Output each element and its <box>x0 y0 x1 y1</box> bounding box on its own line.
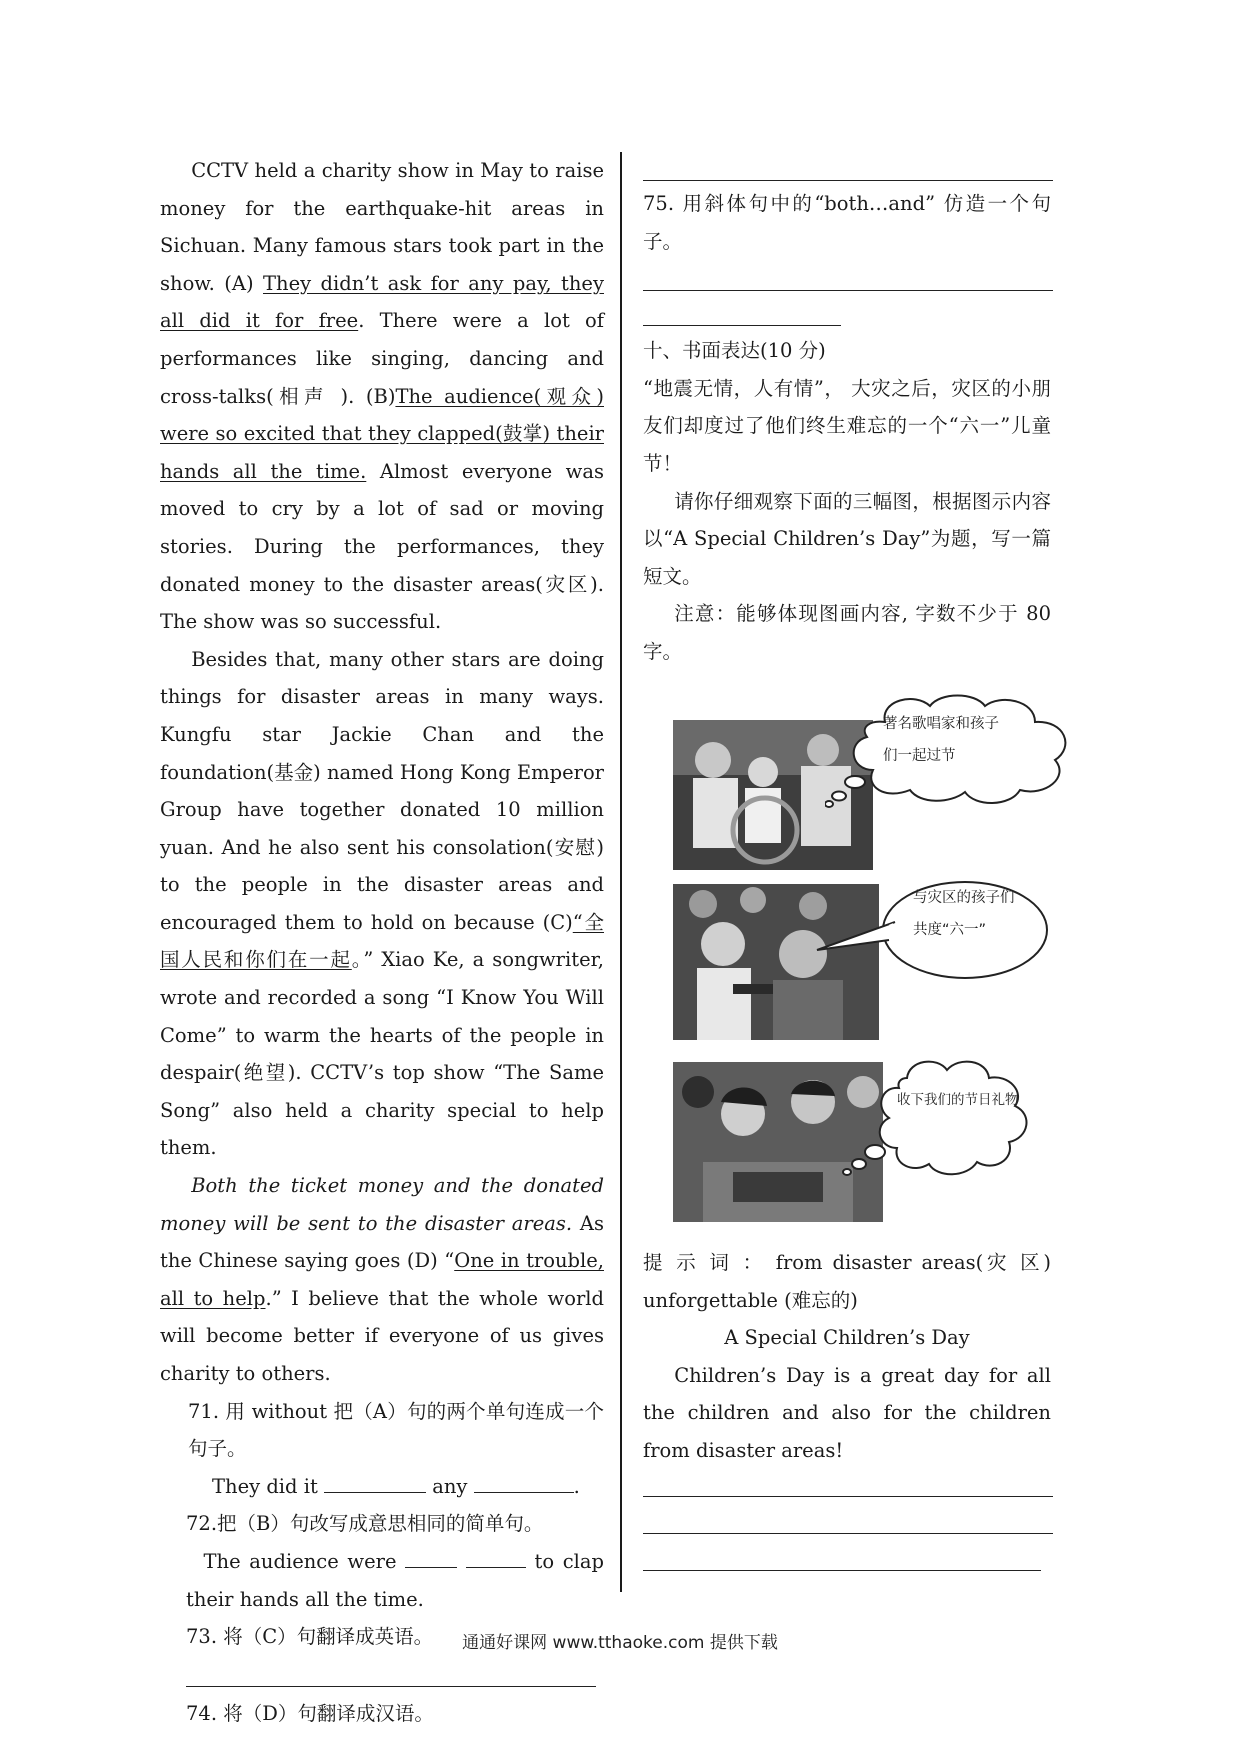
question-73-text: 73. 将（C）句翻译成英语。 <box>186 1625 434 1649</box>
footer-text: 通通好课网 www.tthaoke.com 提供下载 <box>462 1633 778 1653</box>
right-column <box>643 152 1051 671</box>
q71-middle: any <box>432 1474 468 1498</box>
q71-prefix: They did it <box>212 1474 318 1498</box>
speech-bubble-1 <box>825 692 1085 816</box>
q75-answer-line-2[interactable] <box>643 291 841 326</box>
page-footer <box>0 1628 1240 1653</box>
bubble-1-text <box>883 708 999 772</box>
essay-opening <box>643 1357 1051 1470</box>
passage-paragraph-3 <box>160 1167 604 1393</box>
question-74-text: 74. 将（D）句翻译成汉语。 <box>186 1701 434 1725</box>
q71-blank-1[interactable] <box>324 1472 426 1493</box>
sentence-d: One in trouble, all to help <box>160 1249 604 1310</box>
p1-text-c: Almost everyone was moved to cry by a lot of sad or moving stories. During the performances, they donated money to the disaster areas(灾区). The show was so successful. <box>160 459 604 634</box>
writing-note <box>643 595 1051 670</box>
bubble-3-text <box>897 1084 1019 1116</box>
section-heading <box>643 332 1051 370</box>
sentence-a: They didn’t ask for any pay, they all did it for free <box>160 271 604 333</box>
sentence-b: The audience(观众) were so excited that they clapped(鼓掌) their hands all the time. <box>160 384 604 483</box>
hint-words <box>643 1244 1051 1319</box>
question-72-text: 72.把（B）句改写成意思相同的简单句。 <box>186 1512 544 1536</box>
q71-blank-2[interactable] <box>474 1472 574 1493</box>
p3-text-a: As the Chinese saying goes (D) “ <box>160 1211 604 1273</box>
essay-title-text: A Special Children’s Day <box>724 1326 970 1350</box>
question-71-answer: They did it any . <box>160 1468 604 1506</box>
essay-line-3[interactable] <box>643 1534 1041 1571</box>
p3-text-b: .” I believe that the whole world will become better if everyone of us gives charity to others. <box>160 1286 605 1385</box>
writing-intro <box>643 370 1051 483</box>
q72-blank-1[interactable] <box>405 1547 457 1568</box>
left-column <box>160 152 604 1732</box>
essay-line-2[interactable] <box>643 1497 1053 1534</box>
hint-words-text: 提 示 词 ： from disaster areas(灾 区) unforgettable (难忘的) <box>643 1251 1051 1312</box>
essay-opening-text: Children’s Day is a great day for all the children and also for the children from disaster areas! <box>643 1363 1051 1462</box>
q73-answer-line[interactable] <box>186 1656 596 1687</box>
bubble-2-line-2: 共度“六一” <box>913 922 987 938</box>
right-column-lower <box>643 1244 1051 1571</box>
question-72 <box>160 1505 604 1543</box>
writing-intro-text: “地震无情，人有情”， 大灾之后，灾区的小朋友们却度过了他们终生难忘的一个“六一”儿童节！ <box>643 376 1051 475</box>
sentence-c: “全国人民和你们在一起 <box>160 910 604 972</box>
writing-note-text: 注意：能够体现图画内容, 字数不少于 80 字。 <box>643 602 1051 663</box>
essay-title <box>643 1319 1051 1357</box>
p2-text-a: Besides that, many other stars are doing things for disaster areas in many ways. Kungfu star Jackie Chan and the foundation(基金) named Hong Kong Emperor Group have together donated 10 million yuan. And he also sent his consolation(安慰) to the people in the disaster areas and encouraged them to hold on because (C) <box>160 647 605 934</box>
question-75-text: 75. 用斜体句中的“both…and” 仿造一个句子。 <box>643 192 1051 253</box>
speech-bubble-2 <box>813 878 1053 992</box>
writing-instruction <box>643 483 1051 596</box>
q72-prefix: The audience were <box>203 1549 397 1573</box>
writing-instruction-text: 请你仔细观察下面的三幅图，根据图示内容以“A Special Children’s Day”为题，写一篇短文。 <box>643 489 1051 588</box>
picture-group-3 <box>673 1062 1093 1222</box>
p2-text-b: 。” Xiao Ke, a songwriter, wrote and recorded a song “I Know You Will Come” to warm the hearts of the people in despair(绝望). CCTV’s top show “The Same Song” also held a charity special to help them. <box>160 948 604 1160</box>
bubble-1-line-1: 著名歌唱家和孩子 <box>883 716 999 732</box>
picture-group-1 <box>673 716 1093 880</box>
question-72-answer <box>160 1543 604 1618</box>
q72-blank-2[interactable] <box>466 1547 526 1568</box>
question-74 <box>160 1695 604 1733</box>
passage-paragraph-1 <box>160 152 604 641</box>
p1-text-a: CCTV held a charity show in May to raise money for the earthquake-hit areas in Sichuan. Many famous stars took part in the show. (A) <box>160 159 604 295</box>
cloud-bubble-3-shape <box>837 1056 1037 1186</box>
question-71 <box>160 1393 604 1468</box>
question-75 <box>643 185 1051 260</box>
essay-line-1[interactable] <box>643 1470 1053 1497</box>
picture-group-2 <box>673 884 1093 1044</box>
section-heading-text: 十、书面表达(10 分) <box>643 339 826 363</box>
bubble-3-line: 收下我们的节日礼物 <box>897 1092 1019 1108</box>
q72-suffix: to clap their hands all the time. <box>186 1549 604 1611</box>
italic-sentence: Both the ticket money and the donated money will be sent to the disaster areas. <box>160 1174 604 1235</box>
bubble-2-line-1: 与灾区的孩子们 <box>913 890 1015 906</box>
q74-answer-line[interactable] <box>643 152 1053 181</box>
bubble-2-text <box>913 882 1015 946</box>
passage-paragraph-2 <box>160 641 604 1167</box>
p1-text-b: . There were a lot of performances like singing, dancing and cross-talks(相声 ). (B) <box>160 309 604 408</box>
column-divider <box>620 152 622 1592</box>
question-71-text: 71. 用 without 把（A）句的两个单句连成一个句子。 <box>188 1399 604 1461</box>
speech-bubble-3 <box>837 1056 1037 1190</box>
q75-answer-line-1[interactable] <box>643 260 1053 291</box>
bubble-1-line-2: 们一起过节 <box>883 748 956 764</box>
